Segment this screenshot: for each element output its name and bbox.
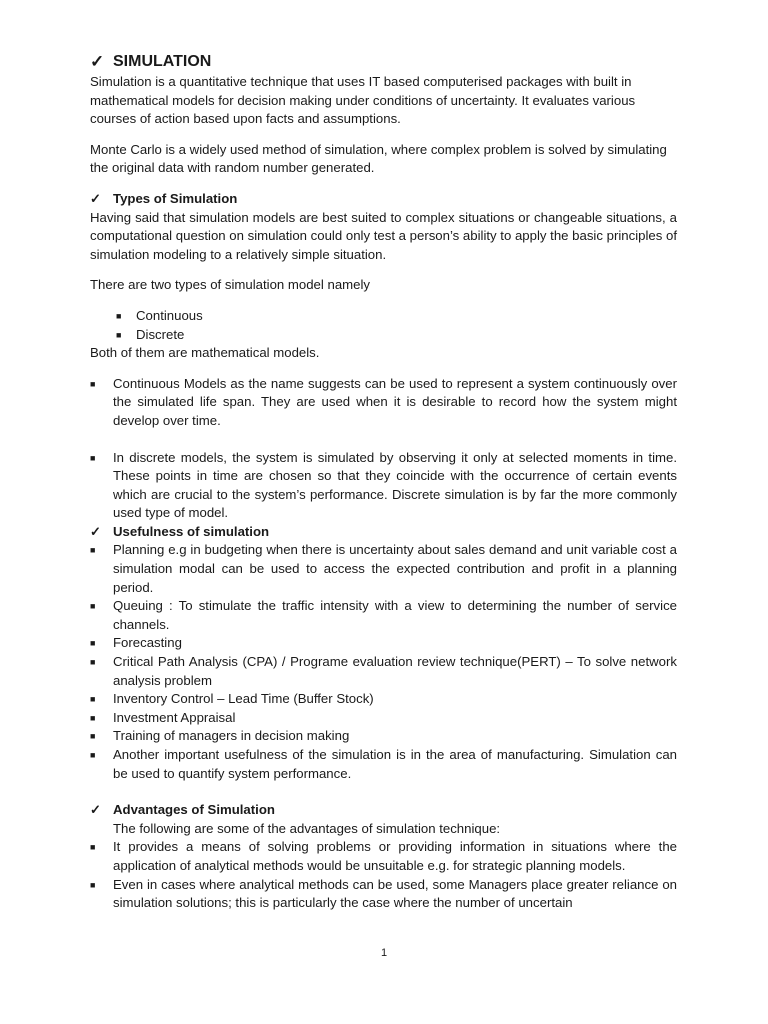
both-paragraph: Both of them are mathematical models. — [90, 345, 320, 361]
bullet-icon: ■ — [90, 601, 96, 612]
list-item: ■ Continuous — [116, 307, 677, 326]
checkmark-icon: ✓ — [90, 523, 102, 539]
advantages-intro: The following are some of the advantages of simulation technique: — [113, 820, 501, 836]
list-item: ■ It provides a means of solving problems or providing information in situations where the application of analytical methods would be unsuitable e.g. for strategic planning models. — [90, 838, 677, 875]
types-heading-text: Types of Simulation — [113, 190, 238, 206]
two-types-paragraph: There are two types of simulation model namely — [90, 277, 370, 293]
list-item: ■ Another important usefulness of the simulation is in the area of manufacturing. Simulation can be used to quantify system performance. — [90, 746, 677, 783]
bullet-icon: ■ — [90, 694, 96, 705]
bullet-icon: ■ — [90, 638, 96, 649]
list-item: ■ Critical Path Analysis (CPA) / Programe evaluation review technique(PERT) – To solve network analysis problem — [90, 653, 677, 690]
list-item: ■ Forecasting — [90, 634, 677, 653]
bullet-icon: ■ — [90, 712, 96, 723]
bullet-icon: ■ — [90, 545, 96, 556]
bullet-icon: ■ — [90, 879, 96, 890]
intro-paragraph-2: Monte Carlo is a widely used method of simulation, where complex problem is solved by simulating the original data with random number generated. — [90, 141, 667, 176]
advantages-heading — [90, 801, 677, 820]
types-paragraph: Having said that simulation models are best suited to complex situations or changeable situations, a computational question on simulation could only test a person’s ability to apply the basic principles of simulation modeling to a relatively simple situation. — [90, 209, 677, 262]
page-number: 1 — [380, 947, 388, 959]
section-title — [90, 52, 677, 72]
bullet-icon: ■ — [90, 378, 96, 389]
list-item: ■ Queuing : To stimulate the traffic intensity with a view to determining the number of service channels. — [90, 597, 677, 634]
types-heading — [90, 190, 677, 209]
list-item: ■ Inventory Control – Lead Time (Buffer Stock) — [90, 690, 677, 709]
title-text: SIMULATION — [113, 52, 212, 70]
usefulness-heading — [90, 523, 677, 542]
intro-paragraph-1: Simulation is a quantitative technique that uses IT based computerised packages with built in mathematical models for decision making under conditions of uncertainty. It evaluates various courses of action based upon facts and assumptions. — [90, 74, 636, 127]
bullet-icon: ■ — [90, 750, 96, 760]
checkmark-icon: ✓ — [90, 190, 102, 206]
list-item: ■ Planning e.g in budgeting when there is uncertainty about sales demand and unit variable cost a simulation modal can be used to access the expected contribution and profit in a planning period. — [90, 541, 677, 597]
list-item: ■ In discrete models, the system is simulated by observing it only at selected moments in time. These points in time are chosen so that they coincide with the occurrence of certain events which are crucial to the system’s performance. Discrete simulation is by far the more commonly used type of model. — [90, 449, 677, 523]
bullet-icon: ■ — [116, 310, 122, 321]
list-item: ■ Training of managers in decision making — [90, 727, 677, 746]
usefulness-list — [90, 541, 677, 783]
list-item: ■ Discrete — [116, 326, 677, 345]
model-desc-list — [90, 375, 677, 431]
bullet-icon: ■ — [90, 731, 96, 742]
checkmark-icon: ✓ — [90, 51, 105, 71]
list-item: ■ Continuous Models as the name suggests can be used to represent a system continuously over the simulated life span. They are used when it is desirable to record how the system might develop over time. — [90, 375, 677, 431]
types-list — [90, 307, 677, 344]
page-content — [90, 52, 677, 913]
checkmark-icon: ✓ — [90, 802, 102, 818]
bullet-icon: ■ — [116, 329, 122, 340]
bullet-icon: ■ — [90, 842, 96, 853]
bullet-icon: ■ — [90, 452, 96, 463]
list-item: ■ Investment Appraisal — [90, 709, 677, 728]
bullet-icon: ■ — [90, 657, 96, 668]
advantages-heading-text: Advantages of Simulation — [113, 802, 275, 818]
model-desc-list — [90, 449, 677, 523]
advantages-list — [90, 838, 677, 912]
list-item: ■ Even in cases where analytical methods can be used, some Managers place greater reliance on simulation solutions; this is particularly the case where the number of uncertain — [90, 876, 677, 913]
usefulness-heading-text: Usefulness of simulation — [113, 523, 270, 539]
